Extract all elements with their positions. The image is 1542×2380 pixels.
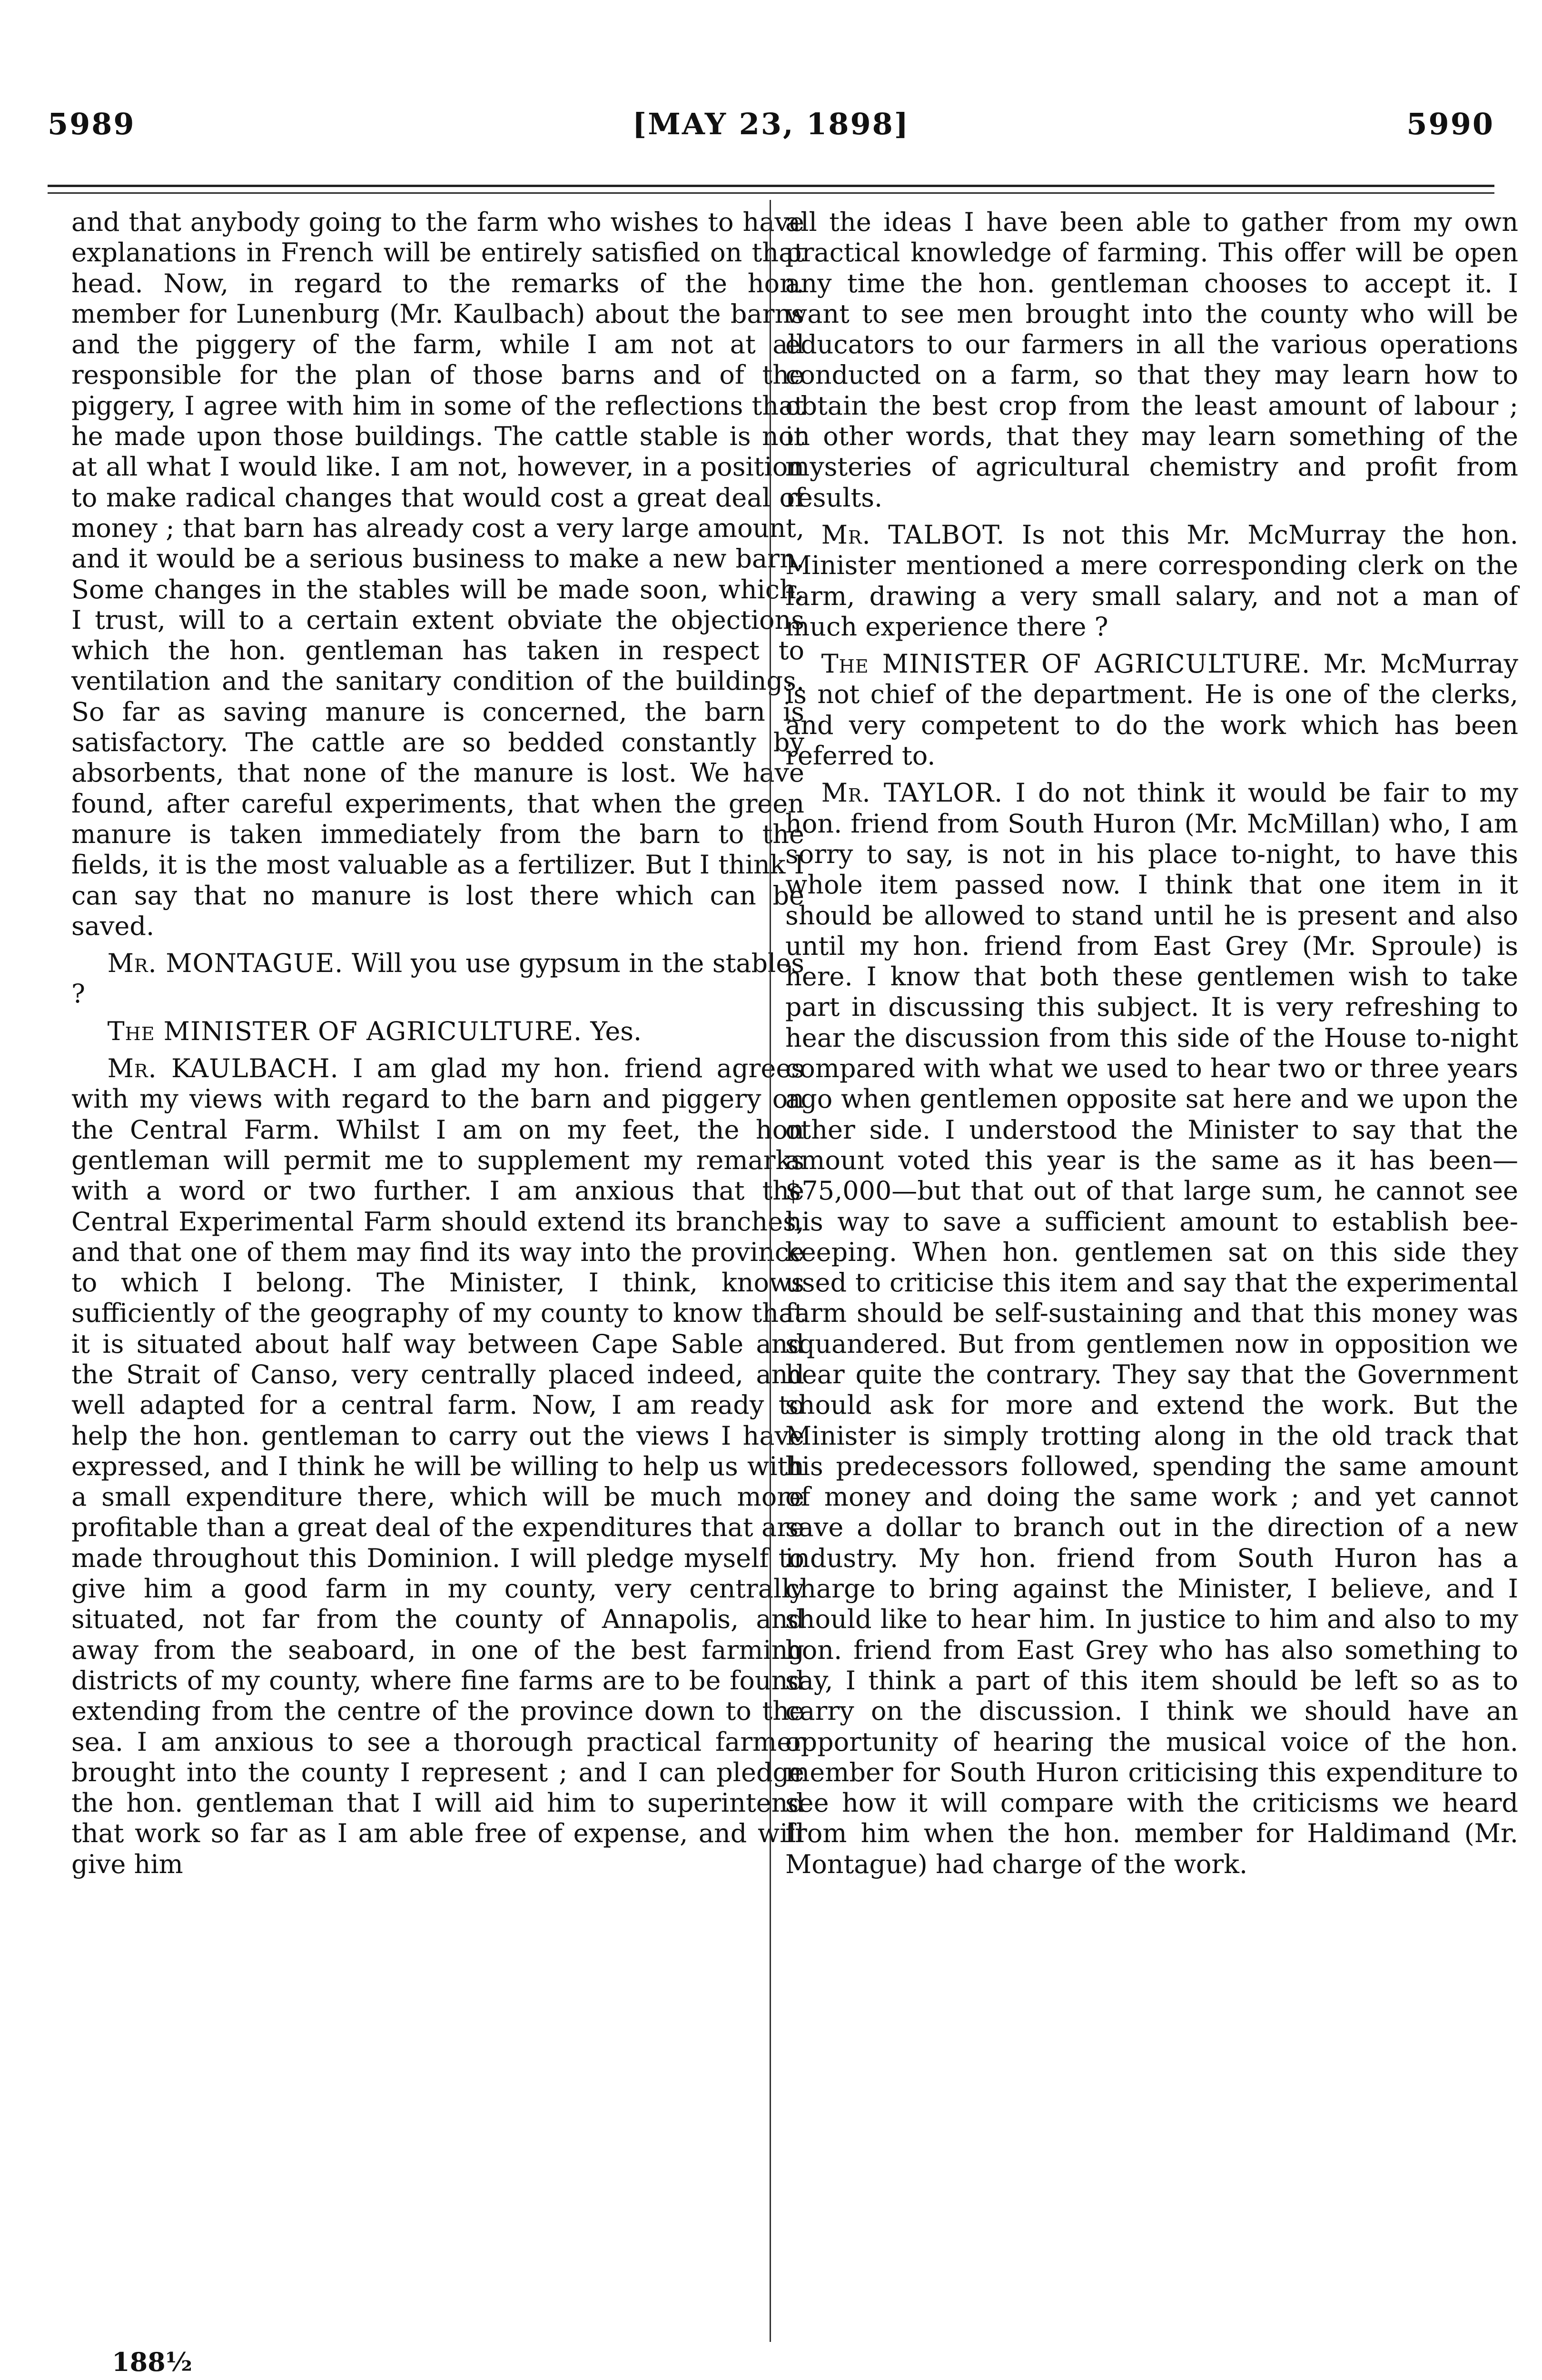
paragraph bbox=[71, 1016, 804, 1047]
speech-text: I do not think it would be fair to my hon. friend from South Huron (Mr. McMillan) who, I am sorry to say, is not in his place to-night, to have this whole item passed now. I think that one item in it should be allowed to stand until he is present and also until my hon. friend from East Grey (Mr. Sproule) is here. I know that both these gentlemen wish to take part in discussing this subject. It is very refreshing to hear the discussion from this side of the House to-night compared with what we used to hear two or three years ago when gentlemen opposite sat here and we upon the other side. I understood the Minister to say that the amount voted this year is the same as it has been—$75,000—but that out of that large sum, he cannot see his way to save a sufficient amount to establish bee-keeping. When hon. gentlemen sat on this side they used to criticise this item and say that the experimental farm should be self-sustaining and that this money was squandered. But from gentlemen now in opposition we hear quite the contrary. They say that the Government should ask for more and extend the work. But the Minister is simply trotting along in the old track that his predecessors followed, spending the same amount of money and doing the same work ; and yet cannot save a dollar to branch out in the direction of a new industry. My hon. friend from South Huron has a charge to bring against the Minister, I believe, and I should like to hear him. In justice to him and also to my hon. friend from East Grey who has also something to say, I think a part of this item should be left so as to carry on the discussion. I think we should have an opportunity of hearing the musical voice of the hon. member for South Huron criticising this expenditure to see how it will compare with the criticisms we heard from him when the hon. member for Haldimand (Mr. Montague) had charge of the work. bbox=[785, 778, 1518, 1879]
paragraph bbox=[785, 520, 1518, 642]
page-header bbox=[48, 98, 1494, 150]
page-number-right: 5990 bbox=[1406, 106, 1494, 141]
page-number-left: 5989 bbox=[48, 106, 136, 141]
header-rule-thick bbox=[48, 185, 1494, 187]
speech-text: Will you use gypsum in the stables ? bbox=[71, 948, 804, 1009]
paragraph bbox=[71, 948, 804, 1010]
speech-text: I am glad my hon. friend agrees with my views with regard to the barn and piggery on the Central Farm. Whilst I am on my feet, the hon gentleman will permit me to supplement my remarks with a word or two further. I am anxious that the Central Experimental Farm should extend its branches, and that one of them may find its way into the province to which I belong. The Minister, I think, knows sufficiently of the geography of my county to know that it is situated about half way between Cape Sable and the Strait of Canso, very centrally placed indeed, and well adapted for a central farm. Now, I am ready to help the hon. gentleman to carry out the views I have expressed, and I think he will be willing to help us with a small expenditure there, which will be much more profitable than a great deal of the expenditures that are made throughout this Dominion. I will pledge myself to give him a good farm in my county, very centrally situated, not far from the county of Annapolis, and away from the seaboard, in one of the best farming districts of my county, where fine farms are to be found extending from the centre of the province down to the sea. I am anxious to see a thorough practical farmer brought into the county I represent ; and I can pledge the hon. gentleman that I will aid him to superintend that work so far as I am able free of expense, and will give him bbox=[71, 1053, 804, 1879]
speaker-name: The MINISTER OF AGRICULTURE. bbox=[821, 649, 1311, 679]
header-rule-thin bbox=[48, 192, 1494, 194]
paragraph bbox=[785, 778, 1518, 1880]
speaker-name: Mr. TALBOT. bbox=[821, 519, 1005, 550]
column-divider bbox=[770, 200, 771, 2342]
speech-text: Mr. McMurray is not chief of the department. He is one of the clerks, and very competent to do the work which has been referred to. bbox=[785, 649, 1518, 771]
speech-text: Yes. bbox=[590, 1016, 642, 1046]
left-column bbox=[71, 207, 804, 1886]
paragraph bbox=[785, 649, 1518, 771]
page-date: [MAY 23, 1898] bbox=[632, 106, 910, 141]
speech-text: Is not this Mr. McMurray the hon. Minister mentioned a mere corresponding clerk on the farm, drawing a very small salary, and not a man of much experience there ? bbox=[785, 519, 1519, 642]
speaker-name: Mr. MONTAGUE. bbox=[107, 948, 344, 979]
speaker-name: Mr. KAULBACH. bbox=[107, 1053, 339, 1084]
speaker-name: Mr. TAYLOR. bbox=[821, 778, 1003, 808]
paragraph: and that anybody going to the farm who wishes to have explanations in French will be entirely satisfied on that head. Now, in regard to the remarks of the hon. member for Lunenburg (Mr. Kaulbach) about the barns and the piggery of the farm, while I am not at all responsible for the plan of those barns and of the piggery, I agree with him in some of the reflections that he made upon those buildings. The cattle stable is not at all what I would like. I am not, however, in a position to make radical changes that would cost a great deal of money ; that barn has already cost a very large amount, and it would be a serious business to make a new barn. Some changes in the stables will be made soon, which, I trust, will to a certain extent obviate the objections which the hon. gentleman has taken in respect to ventilation and the sanitary condition of the buildings. So far as saving manure is concerned, the barn is satisfactory. The cattle are so bedded constantly by absorbents, that none of the manure is lost. We have found, after careful experiments, that when the green manure is taken immediately from the barn to the fields, it is the most valuable as a fertilizer. But I think I can say that no manure is lost there which can be saved. bbox=[71, 207, 804, 941]
paragraph bbox=[71, 1053, 804, 1880]
paragraph: all the ideas I have been able to gather from my own practical knowledge of farming. This offer will be open any time the hon. gentleman chooses to accept it. I want to see men brought into the county who will be educators to our farmers in all the various operations conducted on a farm, so that they may learn how to obtain the best crop from the least amount of labour ; in other words, that they may learn something of the mysteries of agricultural chemistry and profit from results. bbox=[785, 207, 1518, 513]
speaker-name: The MINISTER OF AGRICULTURE. bbox=[107, 1016, 583, 1046]
right-column bbox=[785, 207, 1518, 1886]
signature-mark: 188½ bbox=[112, 2347, 193, 2377]
